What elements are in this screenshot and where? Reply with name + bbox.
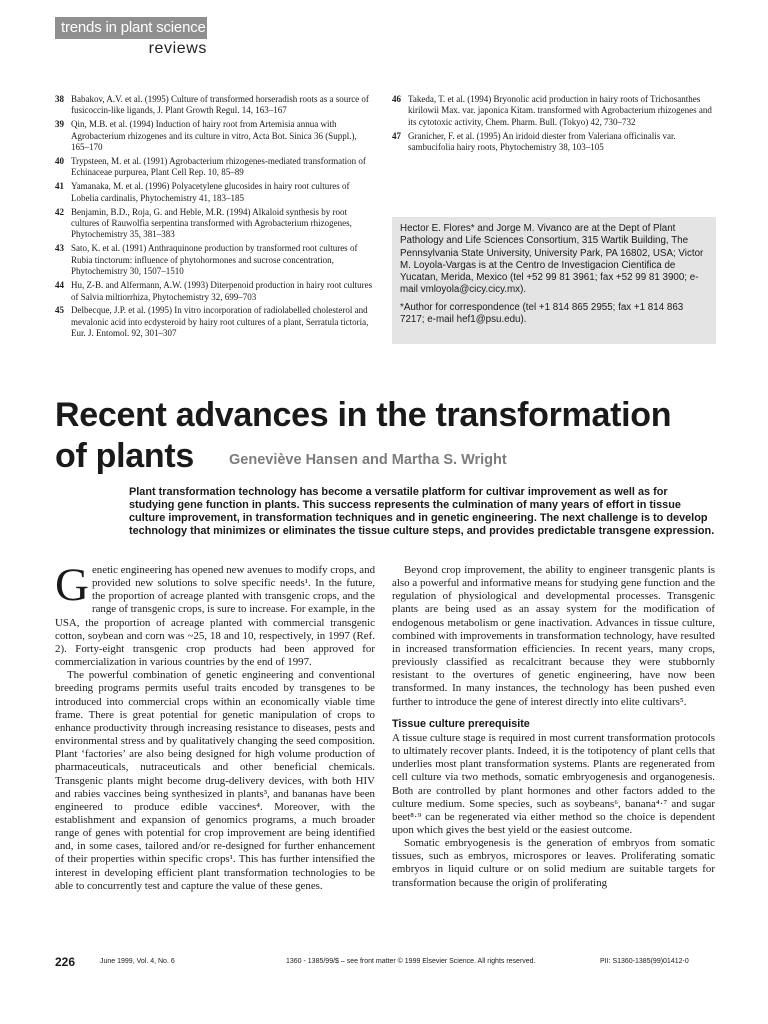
reference-number: 45 [55, 305, 64, 316]
reference-item [55, 280, 373, 303]
article-authors: Geneviève Hansen and Martha S. Wright [229, 452, 507, 468]
reference-text: Delbecque, J.P. et al. (1995) In vitro incorporation of radiolabelled cholesterol and mevalonic acid into ecdysteroid by hairy root cultures of a plant, Serratula tictoria, Eur. J. Entomol. 92, 301–307 [71, 305, 369, 339]
reference-text: Takeda, T. et al. (1994) Bryonolic acid production in hairy roots of Trichosanthes kirilowii Max. var. japonica Kitam. transformed with Agrobacterium rhizogenes and its cytotoxic activity, Chem. Pharm. Bull. (Tokyo) 42, 730–732 [408, 94, 712, 127]
reference-item [392, 94, 714, 128]
body-paragraph: The powerful combination of genetic engineering and conventional breeding programs permits useful traits encoded by transgenes to be introduced into commercial crops within an economically viable time frame. There is great potential for genetic manipulation of crops to enhance productivity through increasing resistance to diseases, pests and environmental stress and by qualitatively changing the seed composition. Plant ‘factories’ are also being designed for high volume production of pharmaceuticals, nutraceuticals and other beneficial chemicals. Transgenic plants might become drug-delivery devices, with both HIV and rabies vaccines being synthesized in plants³, and bananas have been engineered to produce edible vaccines⁴. Moreover, with the establishment and expansion of genomics programs, a much broader range of genes with potential for crop improvement are being identified and, in some cases, tailored and/or re-designed for further enhancement of their properties within specific crops¹. This has further intensified the interest in developing efficient plant transformation technologies to be able to concurrently test and capture the value of these genes. [55, 669, 375, 892]
reference-text: Sato, K. et al. (1991) Anthraquinone production by transformed root cultures of Rubia tinctorum: influence of phytohormones and sucrose concentration, Phytochemistry 30, 1507–1510 [71, 243, 358, 277]
reference-text: Benjamin, B.D., Roja, G. and Heble, M.R. (1994) Alkaloid synthesis by root cultures of Rauwolfia serpentina transformed with Agrobacterium rhizogenes, Phytochemistry 35, 381–383 [71, 206, 352, 240]
author-info-box [392, 217, 716, 344]
reference-number: 42 [55, 206, 64, 217]
section-label: reviews [148, 40, 207, 57]
reference-text: Qin, M.B. et al. (1994) Induction of hairy root from Artemisia annua with Agrobacterium rhizogenes and its culture in vitro, Acta Bot. Sinica 36 (Suppl.), 165–170 [71, 119, 357, 153]
reference-item [55, 156, 373, 179]
reference-item [55, 94, 373, 117]
article-title-line2: of plants [55, 437, 194, 475]
reference-item [55, 207, 373, 241]
body-paragraph: A tissue culture stage is required in most current transformation protocols to ultimately recover plants. Indeed, it is the totipotency of plant cells that underlies most plant transformation systems. Plants are regenerated from cell culture via two methods, somatic embryogenesis and organogenesis. Both are controlled by plant hormones and other factors added to the culture medium. Some species, such as soybeans⁶, banana⁴·⁷ and sugar beet⁸·⁹ can be regenerated via either method so the choice is dependent upon which gives the best yield or the easiest outcome. [392, 731, 715, 836]
reference-item [55, 243, 373, 277]
reference-number: 47 [392, 130, 401, 141]
pii-identifier: PII: S1360-1385(99)01412-0 [600, 958, 689, 965]
abstract: Plant transformation technology has become a versatile platform for cultivar improvement as well as for studying gene function in plants. This success represents the culmination of many years of effort in tissue culture improvement, in transformation techniques and in genetic engineering. The next challenge is to develop technology that minimizes or eliminates the tissue culture steps, and provides predictable transgene expression. [129, 486, 715, 537]
body-paragraph: Beyond crop improvement, the ability to engineer transgenic plants is also a powerful and informative means for studying gene function and the regulation of physiological and developmental processes. Transgenic plants are being used as an assay system for the modification of endogenous metabolism or gene inactivation. Advances in tissue culture, combined with improvements in transformation technology, have resulted in increased transformation efficiencies. In recent years, many crops, previously classified as recalcitrant because they were stubbornly resistant to the overtures of genetic engineering, have now been transformed. In many instances, the technology has been pushed even further to introduce the gene of interest directly into elite cultivars⁵. [392, 564, 715, 708]
body-column-right [392, 564, 715, 890]
reference-list-left [55, 94, 373, 342]
reference-text: Babakov, A.V. et al. (1995) Culture of transformed horseradish roots as a source of fusicoccin-like ligands, J. Plant Growth Regul. 14, 163–167 [71, 94, 369, 116]
page-number: 226 [55, 955, 76, 969]
reference-item [55, 119, 373, 153]
reference-number: 41 [55, 181, 64, 192]
reference-item [55, 305, 373, 339]
reference-item [55, 181, 373, 204]
reference-text: Hu, Z-B. and Alfermann, A.W. (1993) Diterpenoid production in hairy root cultures of Salvia miltiorrhiza, Phytochemistry 32, 699–703 [71, 280, 373, 302]
intro-paragraph [55, 559, 376, 669]
body-paragraph: Somatic embryogenesis is the generation of embryos from somatic tissues, such as embryos, microspores or leaves. Proliferating somatic embryos in liquid culture or on solid medium are suitable targets for transformation because the origin of proliferating [392, 837, 715, 889]
author-affiliation: Hector E. Flores* and Jorge M. Vivanco are at the Dept of Plant Pathology and Life Sciences Consortium, 315 Wartik Building, The Pennsylvania State University, University Park, PA 16802, USA; Victor M. Loyola-Vargas is at the Centro de Investigacion Cientifica de Yucatan, Merida, Mexico (tel +52 99 81 3961; fax +52 99 81 3900; e-mail vmloyola@cicy.cicy.mx). [400, 223, 704, 296]
reference-number: 44 [55, 280, 64, 291]
reference-text: Granicher, F. et al. (1995) An iridoid diester from Valeriana officinalis var. sambucifolia hairy roots, Phytochemistry 38, 103–105 [408, 130, 676, 153]
copyright-notice: 1360 - 1385/99/$ – see front matter © 1999 Elsevier Science. All rights reserved. [286, 958, 536, 965]
issue-info: June 1999, Vol. 4, No. 6 [100, 958, 175, 965]
reference-number: 43 [55, 243, 64, 254]
journal-name-banner: trends in plant science [55, 17, 207, 39]
reference-number: 40 [55, 156, 64, 167]
reference-item [392, 131, 714, 154]
drop-cap: G [55, 559, 89, 611]
reference-number: 39 [55, 119, 64, 130]
reference-number: 46 [392, 94, 401, 104]
reference-number: 38 [55, 94, 64, 104]
intro-paragraph-text: enetic engineering has opened new avenues to modify crops, and provided new solutions to solve specific needs¹. In the future, the proportion of acreage planted with transgenic crops, and the range of transgenic crops, is sure to increase. For example, in the USA, the proportion of acreage planted with commercial transgenic cotton, soybean and corn was ~25, 18 and 10, respectively, in 1997 (Ref. 2). Forty-eight transgenic crop products had been approved for commercialization in various countries by the end of 1997. [55, 564, 376, 669]
correspondence-note: *Author for correspondence (tel +1 814 865 2955; fax +1 814 863 7217; e-mail hef1@psu.edu). [400, 301, 684, 326]
reference-text: Trypsteen, M. et al. (1991) Agrobacterium rhizogenes-mediated transformation of Echinaceae purpurea, Plant Cell Rep. 10, 85–89 [71, 156, 366, 178]
body-column-left [55, 559, 376, 893]
reference-text: Yamanaka, M. et al. (1996) Polyacetylene glucosides in hairy root cultures of Lobelia cardinalis, Phytochemistry 41, 183–185 [71, 181, 350, 203]
section-heading: Tissue culture prerequisite [392, 717, 530, 730]
reference-list-right [392, 94, 714, 156]
article-title-line1: Recent advances in the transformation [55, 396, 672, 434]
